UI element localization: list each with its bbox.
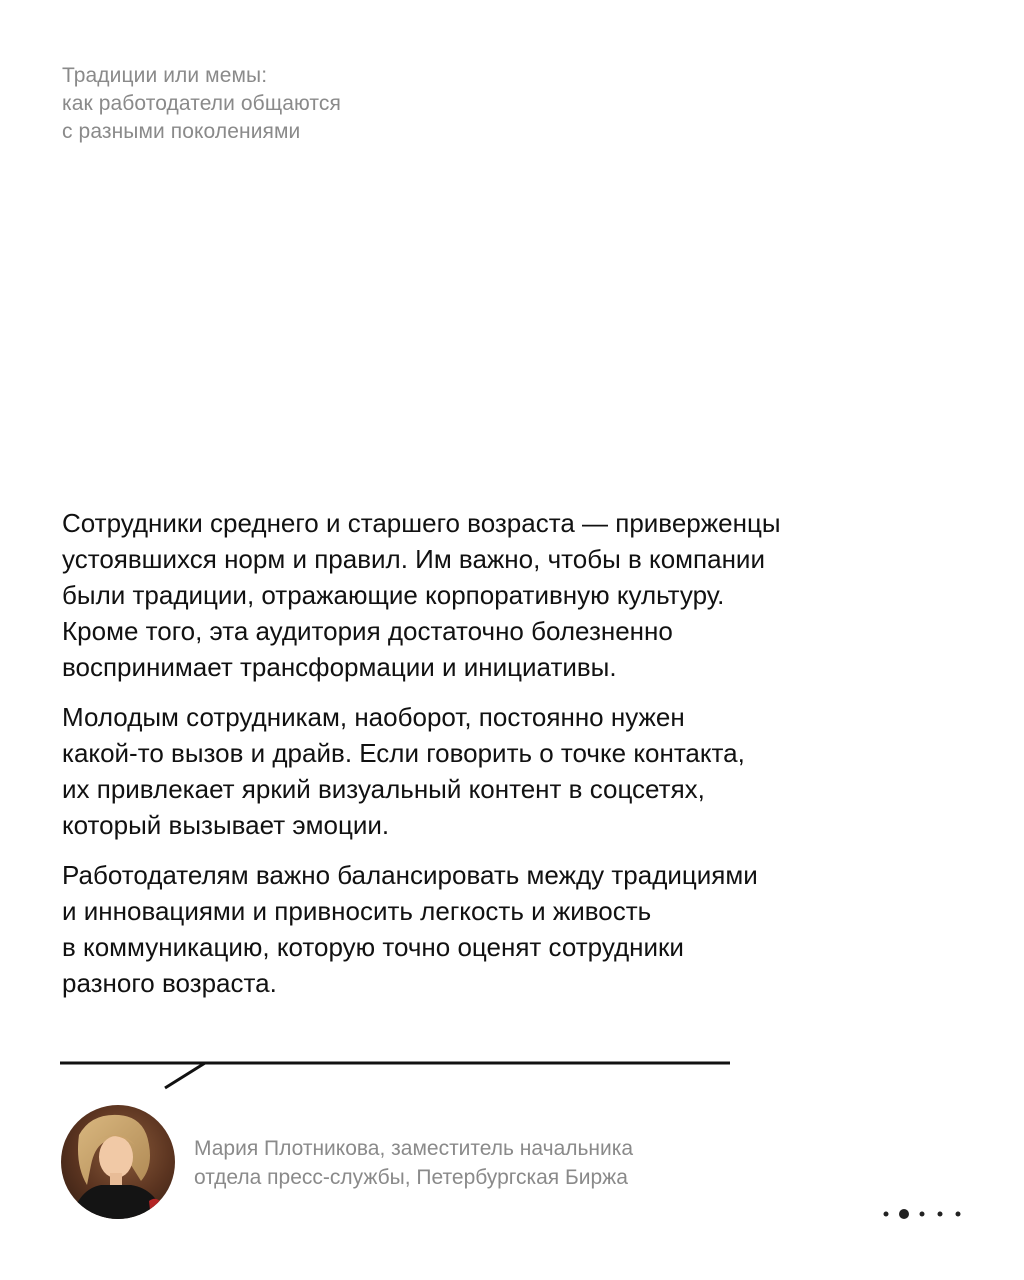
- text-line: разного возраста.: [62, 968, 277, 998]
- speech-bubble-line: [60, 1063, 730, 1088]
- text-line: который вызывает эмоции.: [62, 810, 390, 840]
- text-line: в коммуникацию, которую точно оценят сотрудники: [62, 932, 684, 962]
- text-line: и инновациями и привносить легкость и живость: [62, 896, 652, 926]
- author-line: Мария Плотникова, заместитель начальника: [194, 1137, 634, 1160]
- quote-paragraph: [62, 857, 942, 1001]
- speech-bubble-divider: [60, 1055, 730, 1095]
- text-line: были традиции, отражающие корпоративную культуру.: [62, 580, 725, 610]
- quote-paragraph: [62, 505, 942, 685]
- text-line: Работодателям важно балансировать между традициями: [62, 860, 758, 890]
- text-line: устоявшихся норм и правил. Им важно, чтобы в компании: [62, 544, 765, 574]
- quote-body: [62, 505, 942, 1015]
- text-line: какой-то вызов и драйв. Если говорить о точке контакта,: [62, 738, 745, 768]
- text-line: Кроме того, эта аудитория достаточно болезненно: [62, 616, 673, 646]
- pager-dot: [920, 1212, 925, 1217]
- text-line: воспринимает трансформации и инициативы.: [62, 652, 617, 682]
- author-line: отдела пресс-службы, Петербургская Биржа: [194, 1166, 628, 1189]
- author-caption: [194, 1134, 633, 1192]
- avatar-portrait-icon: [61, 1105, 175, 1219]
- carousel-pager: [880, 1205, 970, 1225]
- text-line: Сотрудники среднего и старшего возраста — приверженцы: [62, 508, 781, 538]
- avatar: [61, 1105, 175, 1219]
- title-line: как работодатели общаются: [62, 92, 341, 115]
- pager-dot-active: [899, 1209, 909, 1219]
- pager-dot: [884, 1212, 889, 1217]
- title-line: Традиции или мемы:: [62, 64, 268, 87]
- text-line: Молодым сотрудникам, наоборот, постоянно нужен: [62, 702, 685, 732]
- text-line: их привлекает яркий визуальный контент в соцсетях,: [62, 774, 705, 804]
- quote-paragraph: [62, 699, 942, 843]
- title-line: с разными поколениями: [62, 120, 301, 143]
- page-title: [62, 62, 482, 146]
- pager-dot: [956, 1212, 961, 1217]
- pager-dot: [938, 1212, 943, 1217]
